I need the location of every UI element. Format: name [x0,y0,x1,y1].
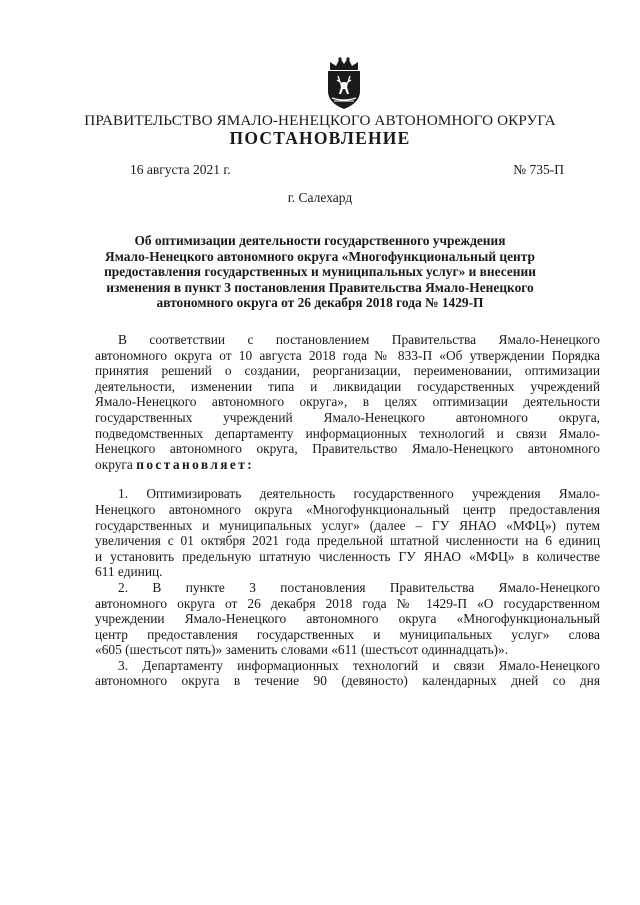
clause-3-line: автономного округа в течение 90 (девяносто) календарных дней со дня [95,673,600,689]
clause-1-line: Ненецкого автономного округа «Многофункциональный центр предоставления [95,501,600,517]
preamble-line: В соответствии с постановлением Правительства Ямало-Ненецкого [118,332,600,347]
preamble-line: принятия решений о создании, реорганизации, переименовании, оптимизации [95,363,600,379]
organization-title: ПРАВИТЕЛЬСТВО ЯМАЛО-НЕНЕЦКОГО АВТОНОМНОГО ОКРУГА [84,112,556,129]
document-body [95,332,600,689]
preamble-line: Ямало-Ненецкого автономного округа», в целях оптимизации деятельности [95,394,600,410]
clause-2-line: центр предоставления государственных и муниципальных услуг» слова [95,626,600,642]
document-type: ПОСТАНОВЛЕНИЕ [229,128,411,148]
preamble-line: подведомственных департаменту информационных технологий и связи Ямало- [95,425,600,441]
preamble-line: Ненецкого автономного округа, Правительство Ямало-Ненецкого автономного [95,441,600,457]
preamble-line: автономного округа от 10 августа 2018 года № 833-П «Об утверждении Порядка [95,347,600,363]
document-number: № 735-П [513,162,564,177]
heading-line: Об оптимизации деятельности государственного учреждения [134,233,506,248]
preamble-line: государственных учреждений Ямало-Ненецкого автономного округа, [95,409,600,425]
preamble-line: деятельности, изменении типа и ликвидации государственных учреждений [95,378,600,394]
heading-line: изменения в пункт 3 постановления Правительства Ямало-Ненецкого [106,279,534,295]
preamble-last-line [95,457,600,473]
clause-2-line: автономного округа от 26 декабря 2018 года № 1429-П «О государственном [95,595,600,611]
clause-1-line: 611 единиц. [95,564,163,580]
clause-3-line: 3. Департаменту информационных технологий и связи Ямало-Ненецкого [118,657,600,673]
clause-1-line: 1. Оптимизировать деятельность государственного учреждения Ямало- [118,486,600,502]
clause-2-line: «605 (шестьсот пять)» заменить словами «611 (шестьсот одиннадцать)». [95,642,509,658]
clause-2-line: 2. В пункте 3 постановления Правительства Ямало-Ненецкого [118,579,600,595]
heading-line: Ямало-Ненецкого автономного округа «Многофункциональный центр [105,248,535,264]
document-city: г. Салехард [287,190,353,205]
clause-2-line: учреждении Ямало-Ненецкого автономного округа «Многофункциональный [95,611,600,627]
document-date: 16 августа 2021 г. [130,162,231,177]
preamble-line-prefix: округа [95,456,137,472]
clause-1-line: и установить предельную штатную численность ГУ ЯНАО «МФЦ» в количестве [95,548,600,564]
clause-1-line: государственных и муниципальных услуг» (далее – ГУ ЯНАО «МФЦ») путем [95,517,600,533]
decree-word: постановляет: [136,456,255,472]
heading-line: предоставления государственных и муниципальных услуг» и внесении [104,264,536,280]
document-heading [88,233,552,311]
coat-of-arms-icon [323,56,365,112]
clause-1-line: увеличения с 01 октября 2021 года предельной штатной численности на 6 единиц [95,533,600,549]
heading-line: автономного округа от 26 декабря 2018 года № 1429-П [156,295,484,311]
